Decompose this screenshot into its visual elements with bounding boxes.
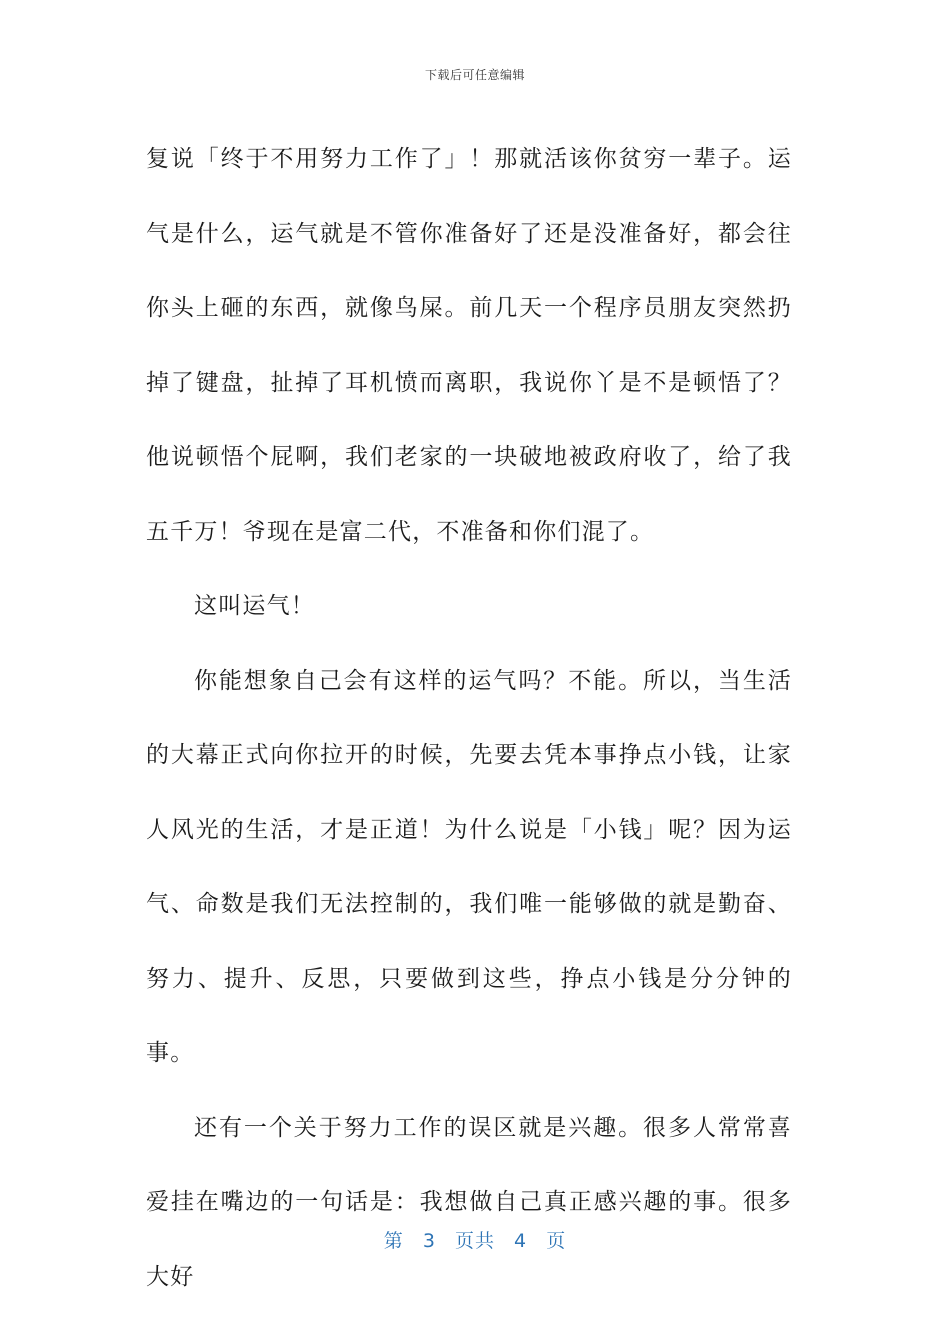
footer-middle: 页共: [454, 1230, 495, 1252]
body-text: [146, 122, 792, 1314]
paragraph-3: 你能想象自己会有这样的运气吗？不能。所以，当生活的大幕正式向你拉开的时候，先要去凭本事挣点小钱，让家人风光的生活，才是正道！为什么说是「小钱」呢？因为运气、命数是我们无法控制的，我们唯一能够做的就是勤奋、努力、提升、反思，只要做到这些，挣点小钱是分分钟的事。: [146, 667, 792, 1066]
header-note: 下载后可任意编辑: [424, 68, 525, 82]
paragraph-1: 复说「终于不用努力工作了」！那就活该你贫穷一辈子。运气是什么，运气就是不管你准备好了还是没准备好，都会往你头上砸的东西，就像鸟屎。前几天一个程序员朋友突然扔掉了键盘，扯掉了耳机愤而离职，我说你丫是不是顿悟了？他说顿悟个屁啊，我们老家的一块破地被政府收了，给了我五千万！爷现在是富二代，不准备和你们混了。: [146, 146, 792, 545]
footer-suffix: 页: [546, 1230, 567, 1252]
footer-prefix: 第: [383, 1230, 404, 1252]
footer-total-pages: 4: [514, 1230, 528, 1252]
paragraph-4: 还有一个关于努力工作的误区就是兴趣。很多人常常喜爱挂在嘴边的一句话是：我想做自己真正感兴趣的事。很多大好: [146, 1114, 792, 1290]
paragraph-2: 这叫运气！: [194, 593, 315, 619]
page-footer: [0, 1226, 950, 1253]
footer-current-page: 3: [422, 1230, 436, 1252]
